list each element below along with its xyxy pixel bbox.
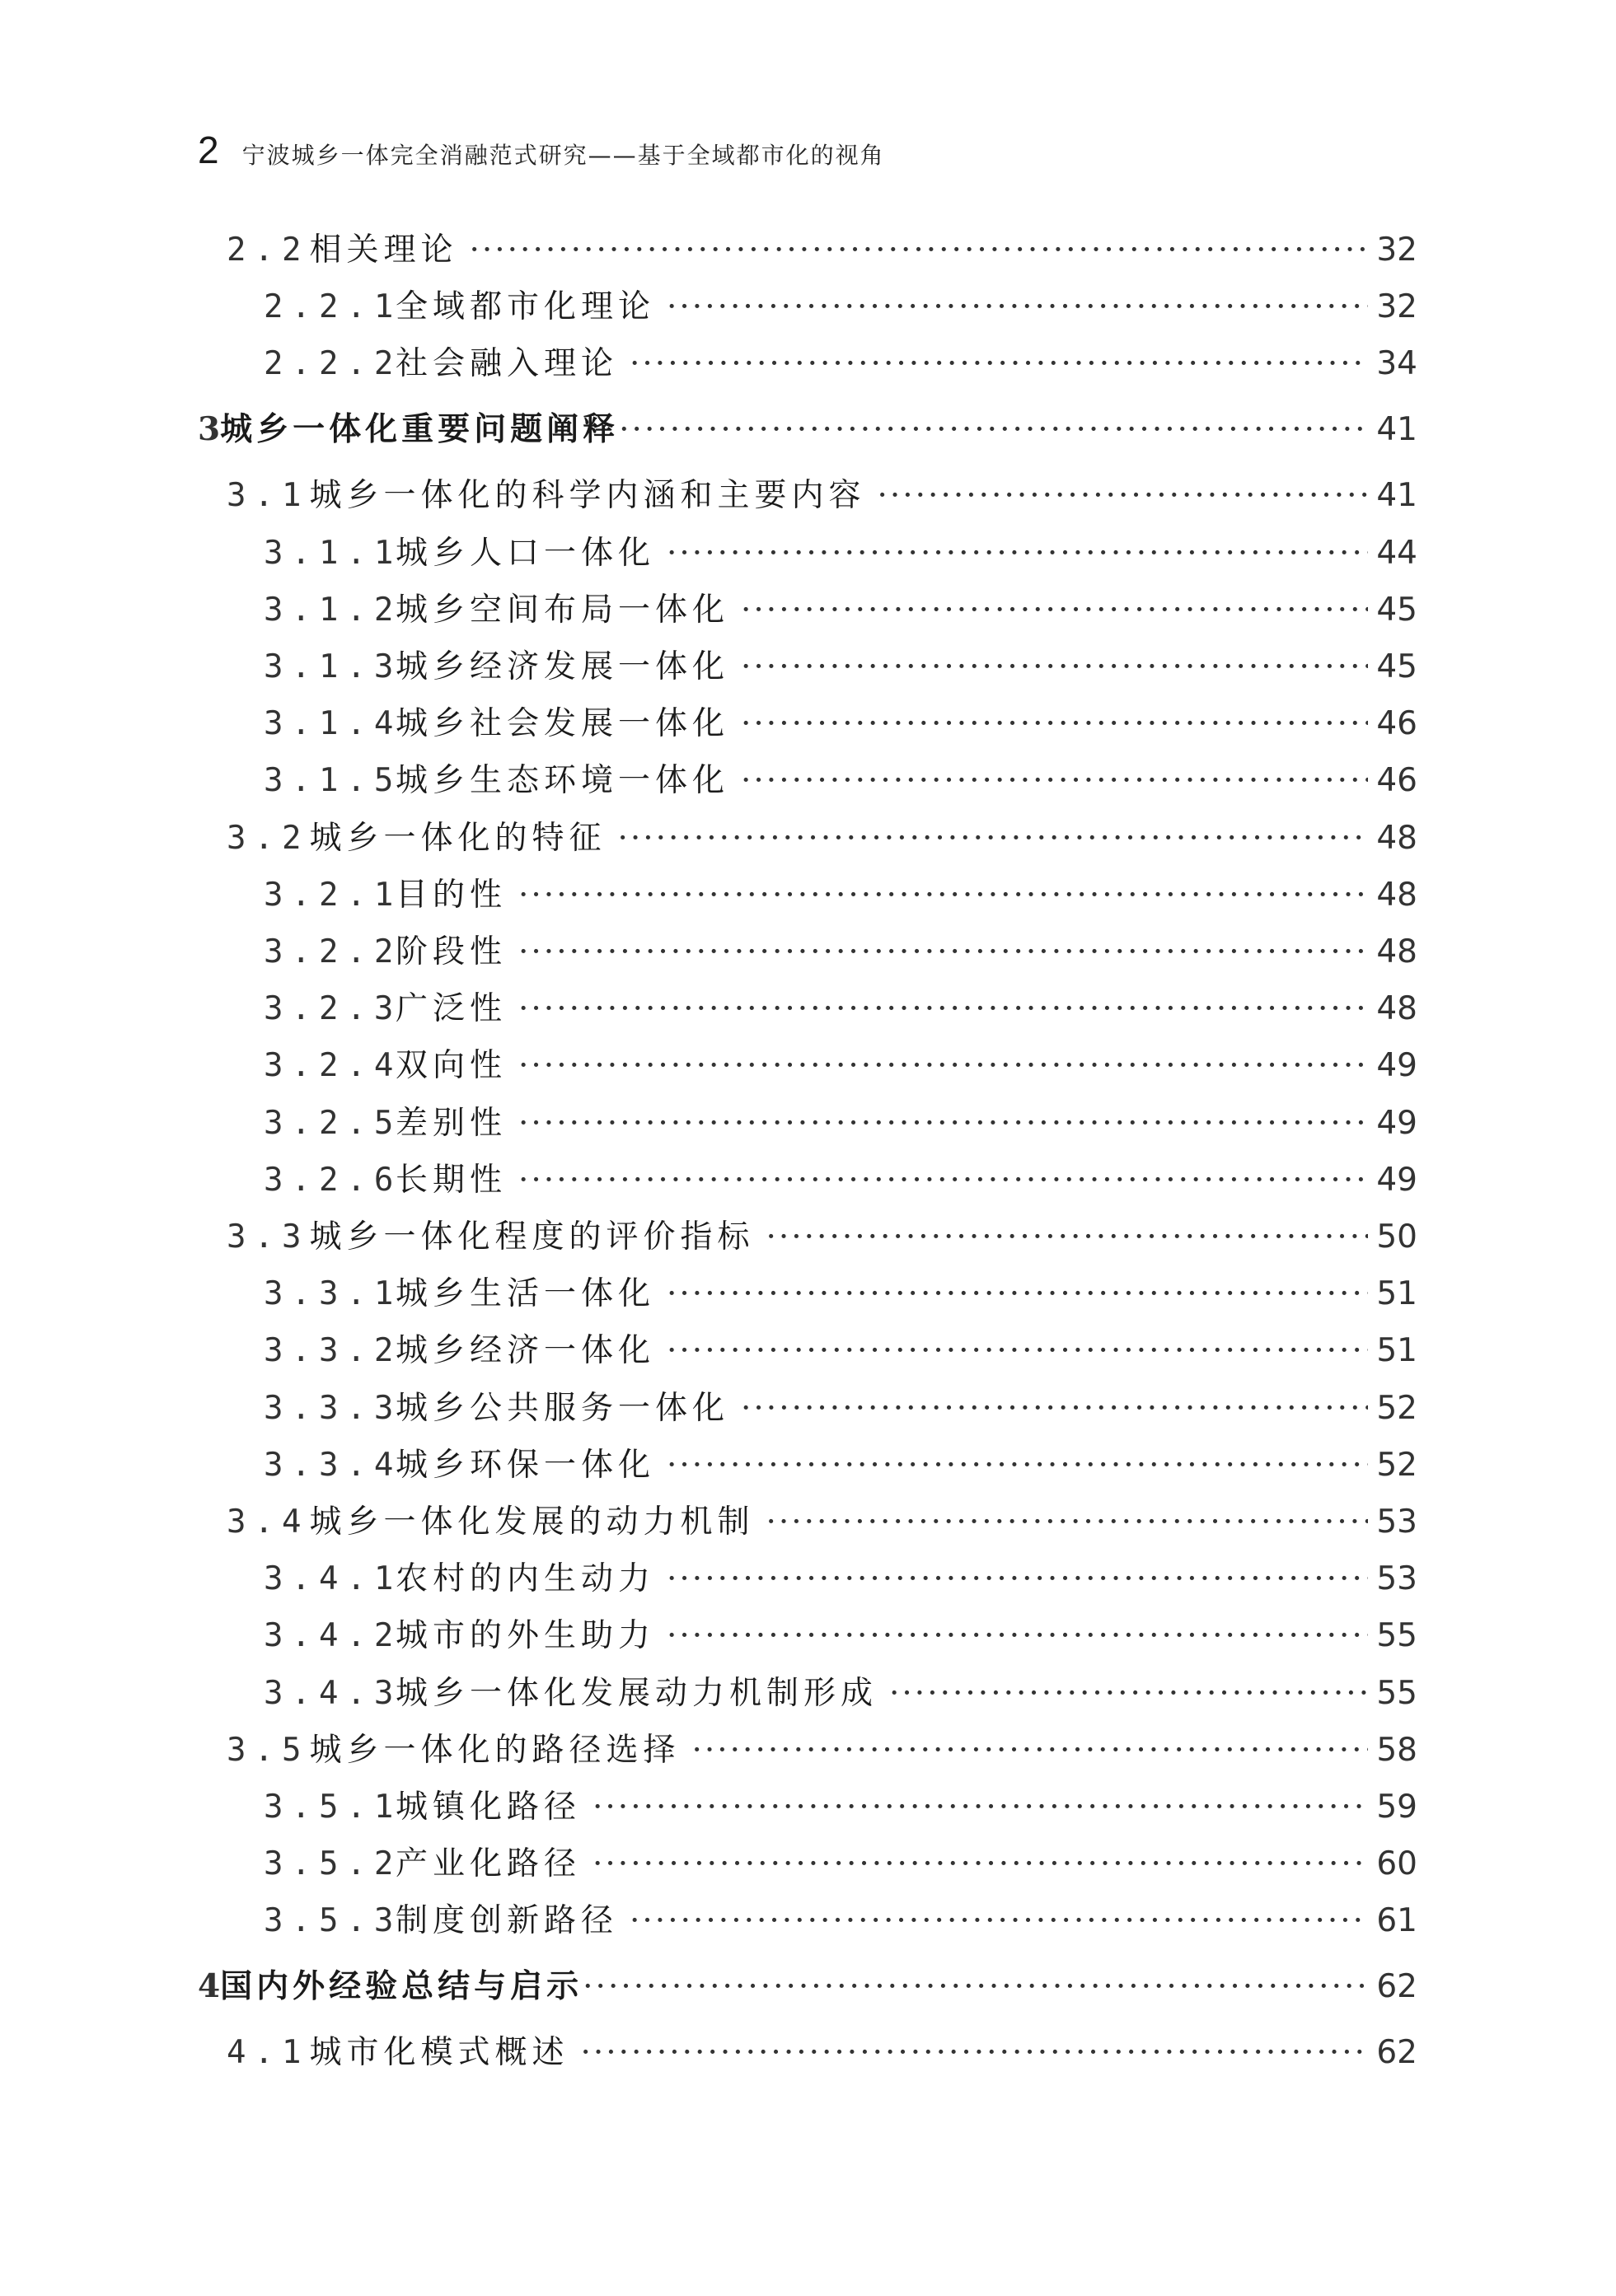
toc-entry-page: 48 [1376, 819, 1417, 857]
toc-entry-title: 制度创新路径 [396, 1902, 619, 1940]
toc-entry-title: 城市化模式概述 [309, 2034, 569, 2072]
toc-entry-page: 60 [1376, 1845, 1417, 1883]
dot-leader [877, 477, 1368, 514]
dot-leader [741, 705, 1368, 742]
toc-entry-number: 3.3.3 [264, 1389, 402, 1427]
toc-entry-page: 46 [1376, 705, 1417, 743]
toc-entry-page: 55 [1376, 1674, 1417, 1712]
toc-entry-number: 3.5.2 [264, 1845, 402, 1883]
toc-entry-title: 全域都市化理论 [396, 288, 656, 326]
toc-entry-title: 城乡一体化重要问题阐释 [220, 410, 620, 449]
toc-entry-title: 城乡一体化发展的动力机制 [309, 1503, 755, 1541]
toc-entry-number: 3.4.1 [264, 1560, 402, 1598]
toc-entry-page: 51 [1376, 1275, 1417, 1313]
toc-entry-page: 49 [1376, 1104, 1417, 1142]
toc-subsection-entry[interactable] [264, 584, 1417, 630]
toc-subsection-entry[interactable] [264, 527, 1417, 573]
toc-subsection-entry[interactable] [264, 1268, 1417, 1314]
toc-entry-title: 广泛性 [396, 990, 508, 1028]
dot-leader [630, 345, 1368, 382]
toc-entry-number: 3.1 [227, 477, 310, 515]
toc-entry-page: 49 [1376, 1161, 1417, 1199]
toc-entry-title: 长期性 [396, 1161, 508, 1199]
dot-leader [667, 1560, 1368, 1597]
dot-leader [667, 1275, 1368, 1312]
dot-leader [766, 1503, 1368, 1541]
toc-entry-page: 59 [1376, 1789, 1417, 1826]
toc-entry-title: 城镇化路径 [396, 1789, 582, 1826]
toc-entry-page: 41 [1376, 411, 1417, 449]
toc-chapter-entry[interactable] [198, 1961, 1417, 2007]
dot-leader [630, 1902, 1368, 1939]
toc-entry-title: 城乡空间布局一体化 [396, 591, 730, 629]
toc-entry-page: 45 [1376, 591, 1417, 629]
toc-entry-number: 3.3.2 [264, 1332, 402, 1370]
toc-entry-title: 城乡环保一体化 [396, 1446, 656, 1484]
dot-leader [593, 1845, 1368, 1882]
toc-subsection-entry[interactable] [264, 1838, 1417, 1884]
dot-leader [667, 288, 1368, 325]
toc-entry-page: 34 [1376, 345, 1417, 383]
toc-entry-title: 国内外经验总结与启示 [220, 1967, 583, 2006]
toc-entry-title: 城乡公共服务一体化 [396, 1389, 730, 1427]
toc-entry-page: 32 [1376, 231, 1417, 269]
toc-entry-number: 3.4.3 [264, 1674, 402, 1712]
toc-entry-number: 4.1 [227, 2034, 310, 2072]
toc-subsection-entry[interactable] [264, 641, 1417, 687]
toc-section-entry[interactable] [227, 812, 1417, 858]
dot-leader [583, 1968, 1368, 2005]
toc-entry-number: 3.1.2 [264, 591, 402, 629]
dot-leader [518, 1047, 1368, 1084]
toc-entry-title: 差别性 [396, 1104, 508, 1142]
page-number: 2 [198, 129, 219, 171]
toc-entry-page: 53 [1376, 1503, 1417, 1541]
toc-section-entry[interactable] [227, 470, 1417, 516]
toc-subsection-entry[interactable] [264, 1610, 1417, 1656]
toc-entry-page: 50 [1376, 1218, 1417, 1256]
toc-subsection-entry[interactable] [264, 698, 1417, 744]
dot-leader [741, 592, 1368, 629]
dot-leader [593, 1789, 1368, 1826]
toc-entry-number: 3.2.4 [264, 1047, 402, 1085]
toc-entry-number: 3.5.1 [264, 1789, 402, 1826]
dot-leader [619, 411, 1368, 448]
toc-entry-page: 51 [1376, 1332, 1417, 1370]
toc-entry-title: 城乡一体化的特征 [309, 819, 607, 857]
toc-entry-title: 城乡经济发展一体化 [396, 648, 730, 685]
toc-section-entry[interactable] [227, 1496, 1417, 1542]
toc-subsection-entry[interactable] [264, 983, 1417, 1029]
dot-leader [889, 1675, 1368, 1712]
toc-entry-number: 2.2.2 [264, 345, 402, 383]
toc-entry-number: 3.3 [227, 1218, 310, 1256]
toc-chapter-entry[interactable] [198, 404, 1417, 450]
toc-entry-page: 46 [1376, 762, 1417, 800]
toc-entry-title: 城市的外生助力 [396, 1617, 656, 1655]
toc-subsection-entry[interactable] [264, 926, 1417, 972]
toc-entry-page: 45 [1376, 648, 1417, 685]
toc-entry-number: 2.2 [227, 231, 310, 269]
toc-subsection-entry[interactable] [264, 1382, 1417, 1429]
dot-leader [741, 648, 1368, 685]
toc-entry-title: 城乡社会发展一体化 [396, 705, 730, 743]
toc-subsection-entry[interactable] [264, 1154, 1417, 1200]
toc-entry-title: 城乡生活一体化 [396, 1275, 656, 1313]
toc-entry-number: 3.3.1 [264, 1275, 402, 1313]
toc-entry-page: 55 [1376, 1617, 1417, 1655]
toc-subsection-entry[interactable] [264, 1781, 1417, 1827]
toc-subsection-entry[interactable] [264, 1040, 1417, 1086]
toc-entry-page: 52 [1376, 1446, 1417, 1484]
toc-subsection-entry[interactable] [264, 338, 1417, 384]
dot-leader [667, 535, 1368, 572]
toc-entry-page: 61 [1376, 1902, 1417, 1940]
dot-leader [518, 990, 1368, 1027]
toc-entry-number: 3.5.3 [264, 1902, 402, 1940]
toc-subsection-entry[interactable] [264, 1553, 1417, 1599]
toc-entry-page: 41 [1376, 477, 1417, 515]
dot-leader [691, 1732, 1368, 1769]
toc-entry-title: 阶段性 [396, 933, 508, 970]
toc-entry-page: 62 [1376, 2034, 1417, 2072]
dot-leader [667, 1447, 1368, 1484]
toc-entry-number: 3.3.4 [264, 1446, 402, 1484]
toc-entry-title: 社会融入理论 [396, 345, 619, 383]
toc-section-entry[interactable] [227, 1724, 1417, 1770]
dot-leader [580, 2034, 1368, 2071]
toc-subsection-entry[interactable] [264, 1895, 1417, 1941]
toc-entry-title: 城乡一体化程度的评价指标 [309, 1218, 755, 1256]
toc-entry-page: 62 [1376, 1968, 1417, 2006]
dot-leader [518, 1162, 1368, 1199]
toc-entry-number: 3.1.4 [264, 705, 402, 743]
toc-entry-title: 城乡一体化的科学内涵和主要内容 [309, 477, 866, 515]
toc-subsection-entry[interactable] [264, 1097, 1417, 1143]
toc-entry-number: 3.5 [227, 1731, 310, 1769]
toc-entry-number: 3.1.3 [264, 648, 402, 685]
toc-subsection-entry[interactable] [264, 281, 1417, 327]
toc-entry-title: 城乡生态环境一体化 [396, 762, 730, 800]
toc-subsection-entry[interactable] [264, 1439, 1417, 1485]
dot-leader [667, 1617, 1368, 1654]
dot-leader [469, 231, 1368, 269]
toc-entry-title: 城乡人口一体化 [396, 534, 656, 572]
toc-entry-title: 双向性 [396, 1047, 508, 1085]
page-header [198, 128, 1417, 177]
running-title: 宁波城乡一体完全消融范式研究——基于全域都市化的视角 [241, 142, 885, 169]
toc-entry-page: 48 [1376, 990, 1417, 1028]
toc-entry-page: 48 [1376, 876, 1417, 914]
toc-entry-page: 53 [1376, 1560, 1417, 1598]
toc-entry-title: 目的性 [396, 876, 508, 914]
toc-entry-page: 32 [1376, 288, 1417, 326]
toc-entry-number: 3.2.5 [264, 1104, 402, 1142]
dot-leader [518, 933, 1368, 970]
dot-leader [741, 762, 1368, 799]
toc-entry-title: 城乡一体化的路径选择 [309, 1731, 681, 1769]
toc-entry-number: 3.2.2 [264, 933, 402, 970]
toc-entry-page: 49 [1376, 1047, 1417, 1085]
toc-section-entry[interactable] [227, 224, 1417, 270]
toc-entry-title: 城乡一体化发展动力机制形成 [396, 1674, 878, 1712]
toc-entry-number: 2.2.1 [264, 288, 402, 326]
toc-subsection-entry[interactable] [264, 1667, 1417, 1714]
toc-entry-title: 农村的内生动力 [396, 1560, 656, 1598]
toc-subsection-entry[interactable] [264, 1325, 1417, 1371]
toc-entry-number: 3 [198, 410, 221, 449]
dot-leader [617, 820, 1368, 857]
dot-leader [741, 1390, 1368, 1427]
toc-entry-page: 48 [1376, 933, 1417, 970]
toc-entry-number: 3.2 [227, 819, 310, 857]
toc-entry-number: 4 [198, 1967, 221, 2006]
dot-leader [518, 877, 1368, 914]
toc-entry-title: 城乡经济一体化 [396, 1332, 656, 1370]
toc-entry-number: 3.4.2 [264, 1617, 402, 1655]
toc-entry-number: 3.4 [227, 1503, 310, 1541]
toc-entry-number: 3.2.1 [264, 876, 402, 914]
dot-leader [667, 1332, 1368, 1369]
toc-subsection-entry[interactable] [264, 869, 1417, 915]
toc-entry-title: 产业化路径 [396, 1845, 582, 1883]
toc-entry-page: 44 [1376, 534, 1417, 572]
dot-leader [766, 1218, 1368, 1256]
toc-entry-title: 相关理论 [309, 231, 458, 269]
toc-entry-page: 52 [1376, 1389, 1417, 1427]
toc-entry-page: 58 [1376, 1731, 1417, 1769]
toc-section-entry[interactable] [227, 1211, 1417, 1257]
toc-entry-number: 3.1.5 [264, 762, 402, 800]
toc-section-entry[interactable] [227, 2027, 1417, 2073]
toc-entry-number: 3.2.3 [264, 990, 402, 1028]
toc-entry-number: 3.2.6 [264, 1161, 402, 1199]
toc-entry-number: 3.1.1 [264, 534, 402, 572]
toc-subsection-entry[interactable] [264, 755, 1417, 801]
dot-leader [518, 1105, 1368, 1142]
